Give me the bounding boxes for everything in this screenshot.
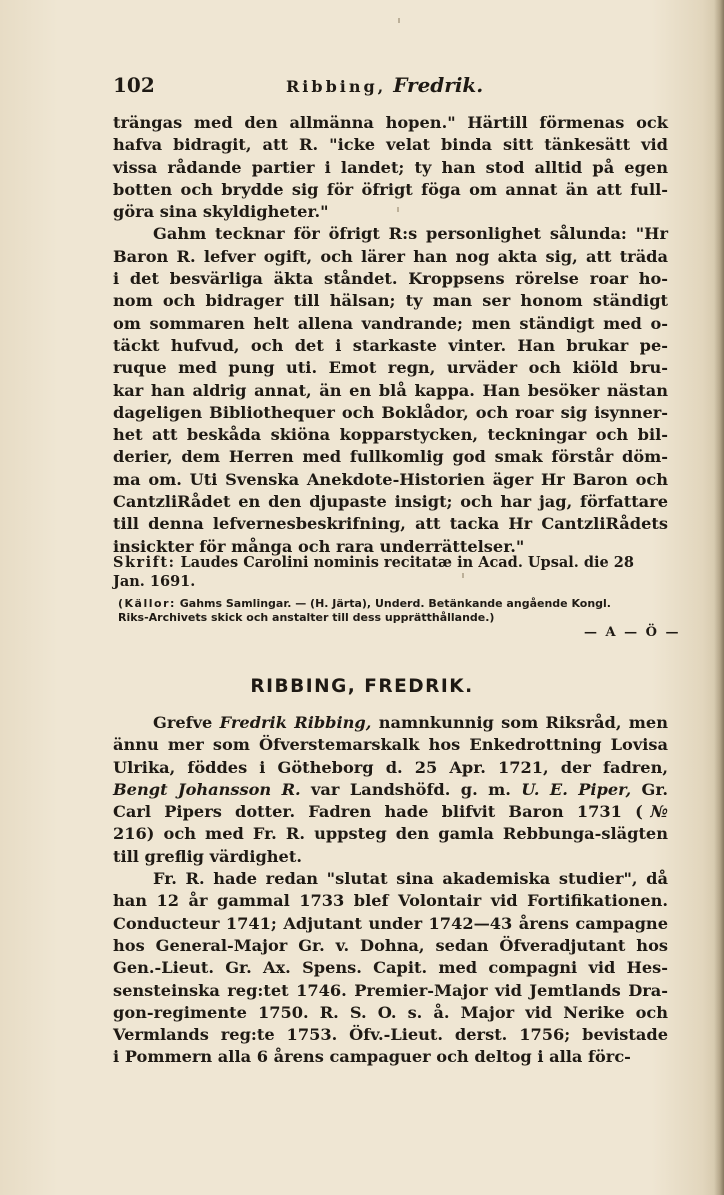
text-segment: Conducteur 1741; Adjutant under 1742—43 årens campagne — [113, 913, 668, 933]
italic-name: № — [642, 802, 668, 822]
text-line: het att beskåda skiöna kopparstycken, teckningar och bil- — [113, 425, 668, 445]
text-line: täckt hufvud, och det i starkaste vinter. Han brukar pe- — [113, 335, 668, 355]
text-line — [113, 823, 668, 845]
text-segment: namnkunnig som Riksråd, men — [371, 713, 668, 732]
text-line — [113, 1024, 668, 1046]
text-line: nom och bidrager till hälsan; ty man ser honom ständigt — [113, 291, 668, 311]
skrift-note — [113, 553, 668, 591]
skrift-text: Laudes Carolini nominis recitatæ in Acad. Upsal. die 28 — [180, 554, 634, 571]
text-segment: han 12 år gammal 1733 blef Volontair vid Fortifikationen. — [113, 891, 668, 911]
text-line — [113, 801, 668, 823]
text-line — [113, 1002, 668, 1024]
page-header — [113, 73, 673, 103]
entry-text — [113, 712, 668, 1069]
text-segment: 216) och med Fr. R. uppsteg den gamla Rebbunga-slägten — [113, 824, 668, 844]
text-segment: till greflig värdighet. — [113, 846, 302, 866]
skrift-text-cont: Jan. 1691. — [113, 573, 196, 590]
text-segment: Gen.-Lieut. Gr. Ax. Spens. Capit. med compagni vid Hes- — [113, 958, 668, 978]
text-segment: sensteinska reg:tet 1746. Premier-Major vid Jemtlands Dra- — [113, 980, 668, 1000]
text-line: göra sina skyldigheter." — [113, 202, 329, 222]
text-segment: Ulrika, föddes i Götheborg d. 25 Apr. 1721, der fadren, — [113, 757, 668, 777]
print-speck — [397, 207, 399, 212]
text-line: trängas med den allmänna hopen." Härtill förmenas ock — [113, 113, 668, 132]
text-line — [113, 712, 668, 734]
text-line: till denna lefvernesbeskrifning, att tacka Hr CantzliRådets — [113, 514, 668, 534]
text-line — [113, 868, 668, 890]
running-head — [286, 73, 483, 97]
text-line — [113, 779, 668, 801]
print-speck — [462, 573, 464, 578]
running-head-surname: Ribbing, — [286, 77, 387, 96]
text-segment: Vermlands reg:te 1753. Öfv.-Lieut. derst. 1756; bevistade — [113, 1025, 668, 1045]
text-line: botten och brydde sig för öfrigt föga om annat än att full- — [113, 179, 668, 199]
text-segment: ännu mer som Öfverstemarskalk hos Enkedrottning Lovisa — [113, 735, 668, 755]
text-line — [113, 890, 668, 912]
text-segment: gon-regimente 1750. R. S. O. s. å. Major vid Nerike och — [113, 1002, 668, 1022]
italic-name: Fredrik Ribbing, — [219, 713, 372, 732]
text-segment: Fr. R. hade redan "slutat sina akademiska studier", då — [153, 869, 668, 889]
text-line — [113, 757, 668, 779]
sources-note — [118, 597, 673, 625]
text-line: i det besvärliga äkta ståndet. Kroppsens rörelse roar ho- — [113, 269, 668, 289]
text-line: Baron R. lefver ogift, och lärer han nog akta sig, att träda — [113, 246, 668, 266]
text-line: om sommaren helt allena vandrande; men ständigt med o- — [113, 313, 668, 333]
text-line — [113, 935, 668, 957]
sources-text-cont: Riks-Archivets skick och anstalter till dess upprätthållande.) — [118, 611, 495, 624]
italic-name: Bengt Johansson R. — [113, 779, 301, 799]
signoff: — A — Ö — — [584, 625, 681, 640]
text-line — [113, 734, 668, 756]
text-line: derier, dem Herren med fullkomlig god smak förstår döm- — [113, 447, 668, 467]
text-segment: i Pommern alla 6 årens campaguer och deltog i alla förc- — [113, 1047, 631, 1067]
text-line — [113, 957, 668, 979]
text-line — [113, 980, 668, 1002]
sources-label: (Källor: — [118, 597, 176, 610]
text-line — [113, 913, 668, 935]
running-head-given-name: Fredrik. — [393, 73, 484, 97]
page-number: 102 — [113, 73, 155, 97]
text-line — [113, 1046, 668, 1068]
text-line: ma om. Uti Svenska Anekdote-Historien äger Hr Baron och — [113, 469, 668, 489]
previous-entry-text — [113, 112, 668, 558]
text-line: CantzliRådet en den djupaste insigt; och har jag, författare — [113, 492, 668, 512]
text-line: Gahm tecknar för öfrigt R:s personlighet sålunda: "Hr — [153, 224, 668, 244]
text-segment: Grefve — [153, 713, 220, 732]
text-line: dageligen Bibliothequer och Boklådor, och roar sig isynner- — [113, 402, 668, 422]
sources-text: Gahms Samlingar. — (H. Järta), Underd. Betänkande angående Kongl. — [179, 597, 611, 610]
print-speck — [398, 18, 400, 23]
entry-title: RIBBING, FREDRIK. — [250, 676, 474, 697]
text-line: kar han aldrig annat, än en blå kappa. Han besöker nästan — [113, 380, 668, 400]
text-segment: Carl Pipers dotter. Fadren hade blifvit Baron 1731 ( — [113, 802, 643, 822]
page-edge-shadow — [714, 0, 724, 1195]
text-line: ruque med pung uti. Emot regn, urväder och kiöld bru- — [113, 358, 668, 378]
text-line: hafva bidragit, att R. "icke velat binda sitt tänkesätt vid — [113, 135, 668, 155]
italic-name: U. E. Piper, — [521, 779, 632, 799]
text-line: vissa rådande partier i landet; ty han stod alltid på egen — [113, 157, 668, 177]
text-segment: Gr. — [631, 779, 669, 799]
text-line — [113, 846, 668, 868]
text-segment: var Landshöfd. g. m. — [300, 779, 522, 799]
text-line: insickter för många och rara underrättelser." — [113, 536, 525, 556]
skrift-label: Skrift: — [113, 554, 176, 571]
text-segment: hos General-Major Gr. v. Dohna, sedan Öfveradjutant hos — [113, 935, 668, 955]
